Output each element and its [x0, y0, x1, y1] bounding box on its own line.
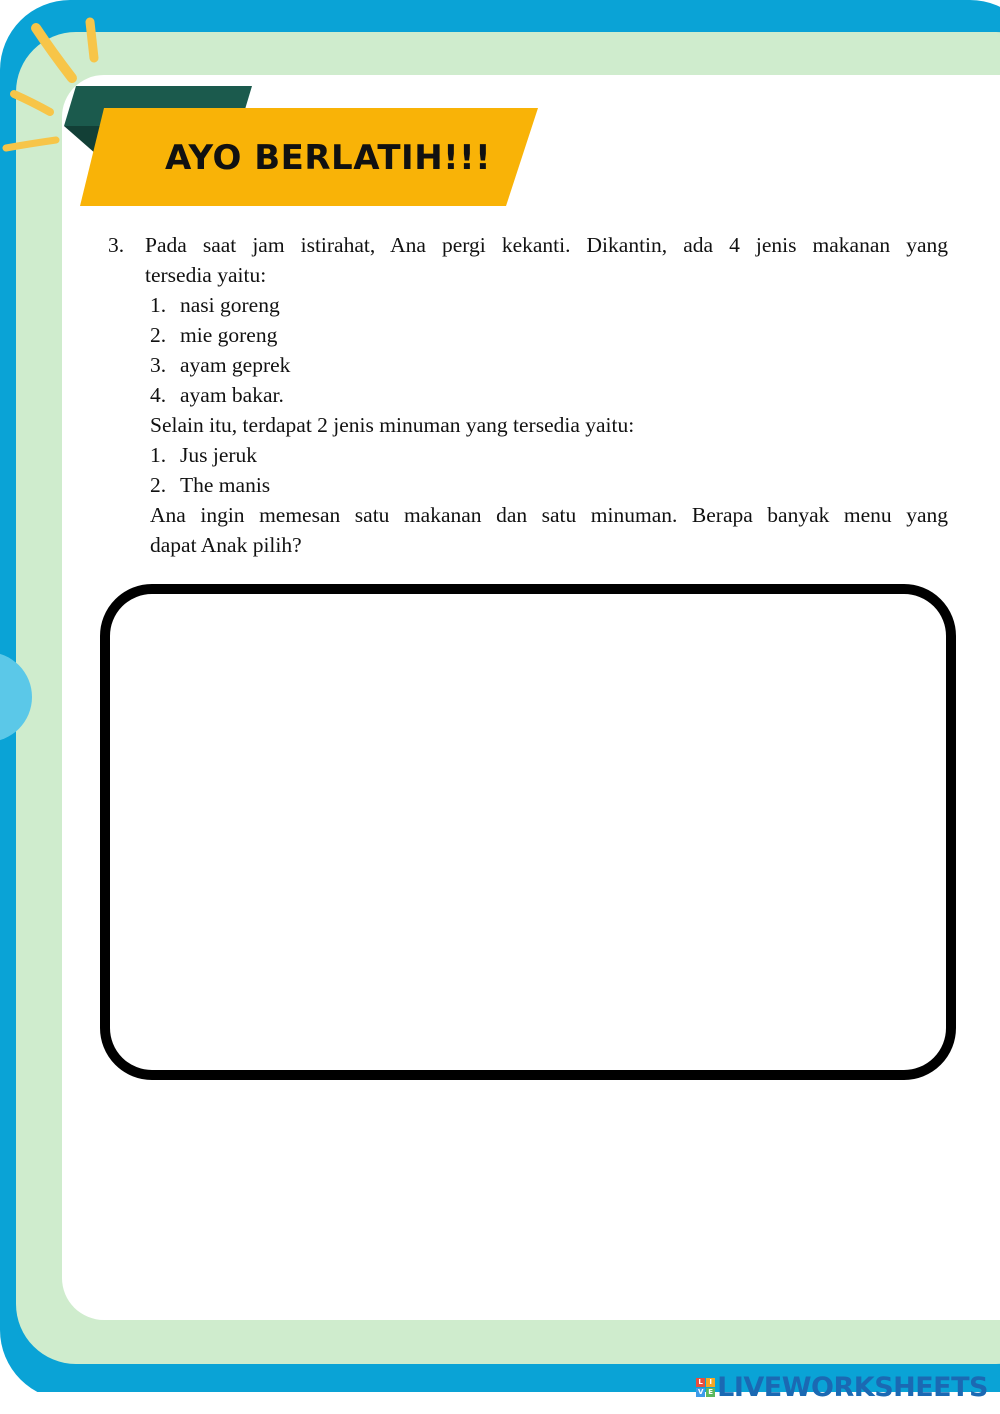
- list-item: 1. Jus jeruk: [150, 443, 258, 467]
- question-closing-line1: Ana ingin memesan satu makanan dan satu minuman. Berapa banyak menu yang: [150, 503, 948, 527]
- list-item: 2. The manis: [150, 473, 271, 497]
- question-number: 3.: [108, 233, 125, 257]
- question-block: [108, 230, 948, 560]
- list-item: 2. mie goreng: [150, 323, 278, 347]
- drinks-intro: Selain itu, terdapat 2 jenis minuman yang tersedia yaitu:: [150, 413, 635, 437]
- answer-box[interactable]: [100, 584, 956, 1080]
- food-list: [150, 290, 948, 410]
- liveworksheets-logo: [696, 1372, 988, 1403]
- page-title: AYO BERLATIH!!!: [165, 138, 492, 178]
- list-item: 1. nasi goreng: [150, 293, 280, 317]
- brand-name: LIVEWORKSHEETS: [717, 1372, 988, 1403]
- drink-list: [150, 440, 948, 500]
- question-intro-line2: tersedia yaitu:: [145, 263, 267, 287]
- question-closing-line2: dapat Anak pilih?: [150, 533, 302, 557]
- list-item: 4. ayam bakar.: [150, 383, 284, 407]
- logo-mark-icon: L I V E: [696, 1378, 715, 1397]
- question-intro-line1: Pada saat jam istirahat, Ana pergi kekanti. Dikantin, ada 4 jenis makanan yang: [145, 233, 948, 257]
- list-item: 3. ayam geprek: [150, 353, 291, 377]
